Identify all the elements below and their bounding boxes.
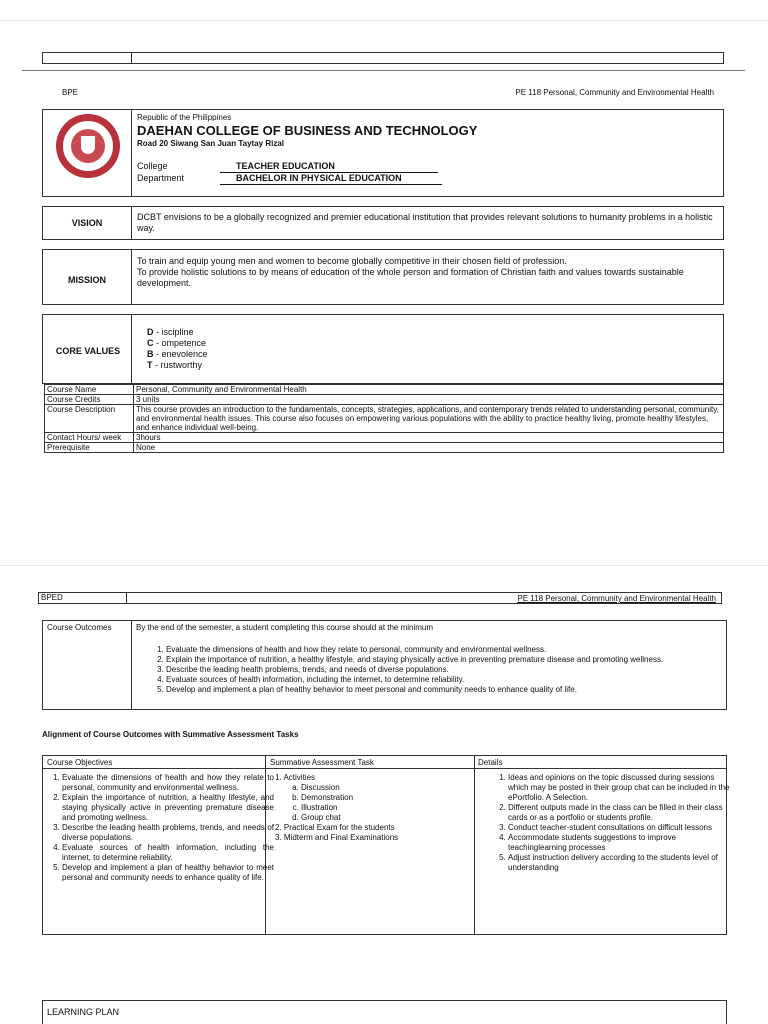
alignment-header-rule xyxy=(42,768,727,769)
college-value: TEACHER EDUCATION xyxy=(220,161,438,173)
vision-text: DCBT envisions to be a globally recognized and premier educational institution that provides relevant solutions to humanity problems in a holistic way. xyxy=(137,212,713,233)
core-value-t: T - rustworthy xyxy=(147,360,203,370)
mission-label: MISSION xyxy=(67,275,106,285)
table-row xyxy=(45,395,724,405)
page-gap-divider xyxy=(0,565,768,566)
core-values-box xyxy=(42,314,724,384)
course-info-table xyxy=(44,384,724,453)
course-credits-value: 3 units xyxy=(134,395,724,405)
list-item: 5. Develop and implement a plan of healthy behavior to meet personal and community needs to enhance quality of life. xyxy=(166,685,726,695)
list-item: 5. Develop and implement a plan of healthy behavior to meet personal and community needs to enhance quality of life. xyxy=(62,863,274,883)
course-credits-label: Course Credits xyxy=(45,395,134,405)
alignment-col-divider-2 xyxy=(474,755,475,935)
task-item-2: 2. Practical Exam for the students xyxy=(275,823,395,832)
college-seal-logo xyxy=(56,114,120,178)
page-top-divider xyxy=(0,20,768,21)
contact-hours-label: Contact Hours/ week xyxy=(45,433,134,443)
table-row xyxy=(45,433,724,443)
list-item: d. Group chat xyxy=(301,813,470,823)
core-value-c: C - ompetence xyxy=(147,338,207,348)
core-value-d: D - iscipline xyxy=(147,327,194,337)
page1-course-header: PE 118 Personal, Community and Environmental Health xyxy=(515,88,714,97)
objectives-list xyxy=(48,773,274,883)
page1-header-table xyxy=(42,52,724,64)
course-description-value: This course provides an introduction to the fundamentals, concepts, strategies, applications, and contemporary trends related to understanding personal, community, and environmental health issues. This course also focuses on empowering various populations with the ability to practice healthy living, promote healthy lifestyles, and enhance individual well-being. xyxy=(134,405,724,433)
page2-course-header: PE 118 Personal, Community and Environmental Health xyxy=(517,594,716,603)
task-sub-list xyxy=(275,783,470,823)
prerequisite-label: Prerequisite xyxy=(45,443,134,453)
list-item: 2. Explain the importance of nutrition, a healthy lifestyle, and staying physically active in preventing premature disease and promoting wellness. xyxy=(166,655,726,665)
list-item: 1. Ideas and opinions on the topic discussed during sessions which may be posted in their group chat can be included in the ePortfolio. A Selection. xyxy=(508,773,733,803)
course-name-label: Course Name xyxy=(45,385,134,395)
table-row xyxy=(45,385,724,395)
list-item: 4. Evaluate sources of health information, including the internet, to determine reliability. xyxy=(166,675,726,685)
alignment-title: Alignment of Course Outcomes with Summative Assessment Tasks xyxy=(42,730,299,739)
task-item-1: 1. Activities xyxy=(275,773,316,782)
school-header-divider xyxy=(131,109,132,197)
vision-label: VISION xyxy=(71,218,103,228)
course-name-value: Personal, Community and Environmental Health xyxy=(134,385,724,395)
course-outcomes-list xyxy=(152,645,726,695)
col-details: Details xyxy=(478,758,503,767)
col-course-objectives: Course Objectives xyxy=(47,758,113,767)
list-item: 2. Explain the importance of nutrition, a healthy lifestyle, and staying physically active in preventing premature disease and promoting wellness. xyxy=(62,793,274,823)
table-row xyxy=(45,405,724,433)
page1-rule xyxy=(22,70,745,71)
core-values-list xyxy=(147,327,208,371)
course-outcomes-divider xyxy=(131,620,132,710)
learning-plan-label: LEARNING PLAN xyxy=(47,1007,120,1017)
school-name: DAEHAN COLLEGE OF BUSINESS AND TECHNOLOGY xyxy=(137,123,478,138)
course-outcomes-label: Course Outcomes xyxy=(47,623,112,632)
list-item: 1. Evaluate the dimensions of health and how they relate to personal, community and environmental wellness. xyxy=(62,773,274,793)
list-item: 4. Evaluate sources of health information, including the internet, to determine reliability. xyxy=(62,843,274,863)
page2-left-tag: BPED xyxy=(41,593,63,602)
course-outcomes-intro: By the end of the semester, a student completing this course should at the minimum xyxy=(136,623,434,632)
college-label: College xyxy=(137,161,168,171)
list-item: 3. Conduct teacher-student consultations on difficult lessons xyxy=(508,823,733,833)
list-item: a. Discussion xyxy=(301,783,470,793)
list-item: 1. Evaluate the dimensions of health and how they relate to personal, community and environmental wellness. xyxy=(166,645,726,655)
page1-header-divider xyxy=(131,52,132,64)
course-description-label: Course Description xyxy=(45,405,134,433)
col-summative-task: Summative Assessment Task xyxy=(270,758,374,767)
table-row xyxy=(45,443,724,453)
department-value: BACHELOR IN PHYSICAL EDUCATION xyxy=(220,173,442,185)
republic-text: Republic of the Philippines xyxy=(137,113,232,122)
department-label: Department xyxy=(137,173,185,183)
details-list xyxy=(494,773,733,873)
list-item: b. Demonstration xyxy=(301,793,470,803)
page2-header-divider xyxy=(126,592,127,604)
task-list xyxy=(275,773,470,843)
list-item: 4. Accommodate students suggestions to improve teachinglearning processes xyxy=(508,833,733,853)
task-item-3: 3. Midterm and Final Examinations xyxy=(275,833,399,842)
core-value-b: B - enevolence xyxy=(147,349,208,359)
school-address: Road 20 Siwang San Juan Taytay Rizal xyxy=(137,139,285,148)
mission-line-2: To provide holistic solutions to by means of education of the whole person and formation of Christian faith and values towards sustainable development. xyxy=(137,267,684,288)
page1-left-tag: BPE xyxy=(62,88,79,97)
list-item: 5. Adjust instruction delivery according to the students level of understanding xyxy=(508,853,733,873)
learning-plan-box xyxy=(42,1000,727,1024)
core-values-label: CORE VALUES xyxy=(55,346,121,356)
list-item: 3. Describe the leading health problems, trends, and needs of diverse populations. xyxy=(166,665,726,675)
prerequisite-value: None xyxy=(134,443,724,453)
list-item: 3. Describe the leading health problems, trends, and needs of diverse populations. xyxy=(62,823,274,843)
list-item: c. Illustration xyxy=(301,803,470,813)
list-item: 2. Different outputs made in the class can be filled in their class cards or as a portfolio or students profile. xyxy=(508,803,733,823)
contact-hours-value: 3hours xyxy=(134,433,724,443)
mission-line-1: To train and equip young men and women to become globally competitive in their chosen field of profession. xyxy=(137,256,567,266)
